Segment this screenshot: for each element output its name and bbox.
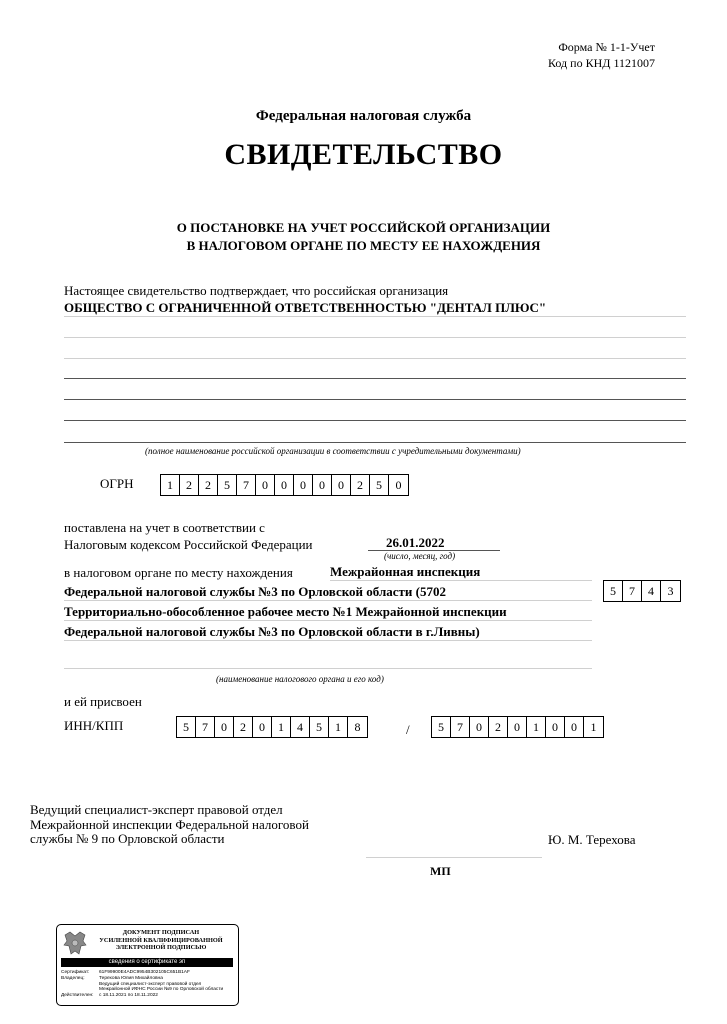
authority-line-4: Федеральной налоговой службы №3 по Орловской области в г.Ливны) (64, 624, 480, 639)
stamp-heading-1: ДОКУМЕНТ ПОДПИСАН (122, 929, 200, 936)
ogrn-cells (160, 474, 409, 496)
inn-cells (176, 716, 368, 738)
subtitle-line-1: О ПОСТАНОВКЕ НА УЧЕТ РОССИЙСКОЙ ОРГАНИЗАЦИИ (176, 220, 551, 235)
ogrn-digit: 5 (218, 475, 237, 495)
organization-name: ОБЩЕСТВО С ОГРАНИЧЕННОЙ ОТВЕТСТВЕННОСТЬЮ "ДЕНТАЛ ПЛЮС" (64, 300, 547, 315)
org-name-caption: (полное наименование российской организации в соответствии с учредительными документами) (145, 446, 521, 456)
signer-position-2: Межрайонной инспекции Федеральной налоговой (30, 817, 309, 832)
inn-kpp-separator: / (406, 722, 410, 737)
inn-digit: 2 (234, 717, 253, 737)
kpp-digit: 1 (590, 720, 597, 734)
certificate-info-bar: сведения о сертификате эп (61, 958, 233, 967)
inn-digit: 5 (310, 717, 329, 737)
authority-code-cells (603, 580, 681, 602)
certificate-row-value: Межрайонной ИФНС России №9 по Орловской области (99, 987, 224, 993)
authority-caption: (наименование налогового органа и его код) (216, 674, 384, 684)
kpp-digit: 0 (546, 717, 565, 737)
authority-underline-4 (64, 640, 592, 641)
certificate-row-value: с 18.11.2021 по 18.11.2022 (99, 993, 158, 999)
authority-code-digit: 5 (604, 581, 623, 601)
ogrn-digit: 2 (351, 475, 370, 495)
authority-line-1: Межрайонная инспекция (330, 564, 481, 579)
kpp-digit: 0 (508, 717, 527, 737)
inn-digit: 4 (291, 717, 310, 737)
authority-underline-1 (330, 580, 592, 581)
kpp-digit: 7 (451, 717, 470, 737)
form-number: Форма № 1-1-Учет (558, 40, 655, 54)
org-underline-6 (64, 420, 686, 421)
inn-kpp-label: ИНН/КПП (64, 718, 124, 733)
document-title: СВИДЕТЕЛЬСТВО (224, 138, 503, 171)
coat-of-arms-icon (61, 929, 89, 957)
ogrn-digit: 7 (237, 475, 256, 495)
certificate-row (61, 993, 223, 999)
ogrn-digit: 2 (180, 475, 199, 495)
intro-text: Настоящее свидетельство подтверждает, что российская организация (64, 283, 449, 298)
signer-position-1: Ведущий специалист-эксперт правовой отдел (30, 802, 283, 817)
ogrn-digit: 0 (294, 475, 313, 495)
org-underline-4 (64, 378, 686, 379)
kpp-digit: 0 (565, 717, 584, 737)
signer-position-3: службы № 9 по Орловской области (30, 831, 225, 846)
ogrn-digit: 0 (275, 475, 294, 495)
subtitle-line-2: В НАЛОГОВОМ ОРГАНЕ ПО МЕСТУ ЕЕ НАХОЖДЕНИЯ (186, 238, 541, 253)
kpp-digit: 2 (489, 717, 508, 737)
inn-digit: 8 (354, 720, 361, 734)
inn-digit: 0 (215, 717, 234, 737)
authority-line-3: Территориально-обособленное рабочее место №1 Межрайонной инспекции (64, 604, 507, 619)
certificate-row-value: Ведущий специалист-эксперт правовой отдел (99, 981, 202, 987)
stamp-heading-3: ЭЛЕКТРОННОЙ ПОДПИСЬЮ (115, 944, 207, 951)
kpp-digit: 1 (527, 717, 546, 737)
authority-line-2: Федеральной налоговой службы №3 по Орловской области (5702 (64, 584, 446, 599)
agency-name: Федеральная налоговая служба (255, 108, 472, 124)
ogrn-digit: 5 (370, 475, 389, 495)
inn-digit: 7 (196, 717, 215, 737)
org-underline-7 (64, 442, 686, 443)
kpp-cells (431, 716, 604, 738)
location-label: в налоговом органе по месту нахождения (64, 565, 293, 580)
authority-code-digit: 7 (623, 581, 642, 601)
authority-underline-3 (64, 620, 592, 621)
date-caption: (число, месяц, год) (384, 551, 456, 561)
certificate-row-value: Терехова Юлия Михайловна (99, 975, 163, 981)
registered-text-1: поставлена на учет в соответствии с (64, 520, 265, 535)
certificate-row-key: Действителен: (61, 993, 94, 999)
inn-digit: 5 (177, 717, 196, 737)
authority-code-digit: 4 (642, 581, 661, 601)
signer-name: Ю. М. Терехова (548, 832, 636, 847)
certificate-row-key: Сертификат: (61, 970, 90, 975)
org-underline-2 (64, 337, 686, 338)
certificate-row-value: 61F99900E4ADC9954B302105C651B1AF (99, 970, 190, 975)
ogrn-digit: 0 (256, 475, 275, 495)
stamp-heading-2: УСИЛЕННОЙ КВАЛИФИЦИРОВАННОЙ (99, 936, 223, 944)
registered-text-2: Налоговым кодексом Российской Федерации (64, 537, 313, 552)
ogrn-digit: 0 (332, 475, 351, 495)
e-signature-stamp (56, 924, 239, 1006)
org-underline-3 (64, 358, 686, 359)
seal-placeholder: МП (430, 864, 451, 878)
authority-underline-2 (64, 600, 592, 601)
knd-code: Код по КНД 1121007 (548, 56, 655, 70)
assigned-text: и ей присвоен (64, 694, 142, 709)
certificate-row-key: Владелец: (61, 975, 85, 981)
certificate-details (61, 970, 223, 999)
signature-line (366, 857, 542, 858)
kpp-digit: 0 (470, 717, 489, 737)
inn-digit: 1 (272, 717, 291, 737)
ogrn-digit: 1 (161, 475, 180, 495)
authority-underline-5 (64, 668, 592, 669)
inn-digit: 1 (329, 717, 348, 737)
inn-digit: 0 (253, 717, 272, 737)
kpp-digit: 5 (432, 717, 451, 737)
ogrn-digit: 0 (395, 478, 402, 492)
org-underline-1 (64, 316, 686, 317)
ogrn-digit: 2 (199, 475, 218, 495)
ogrn-label: ОГРН (100, 476, 134, 491)
registration-date: 26.01.2022 (386, 535, 445, 550)
org-underline-5 (64, 399, 686, 400)
ogrn-digit: 0 (313, 475, 332, 495)
stamp-heading (87, 929, 235, 952)
authority-code-digit: 3 (667, 584, 674, 598)
